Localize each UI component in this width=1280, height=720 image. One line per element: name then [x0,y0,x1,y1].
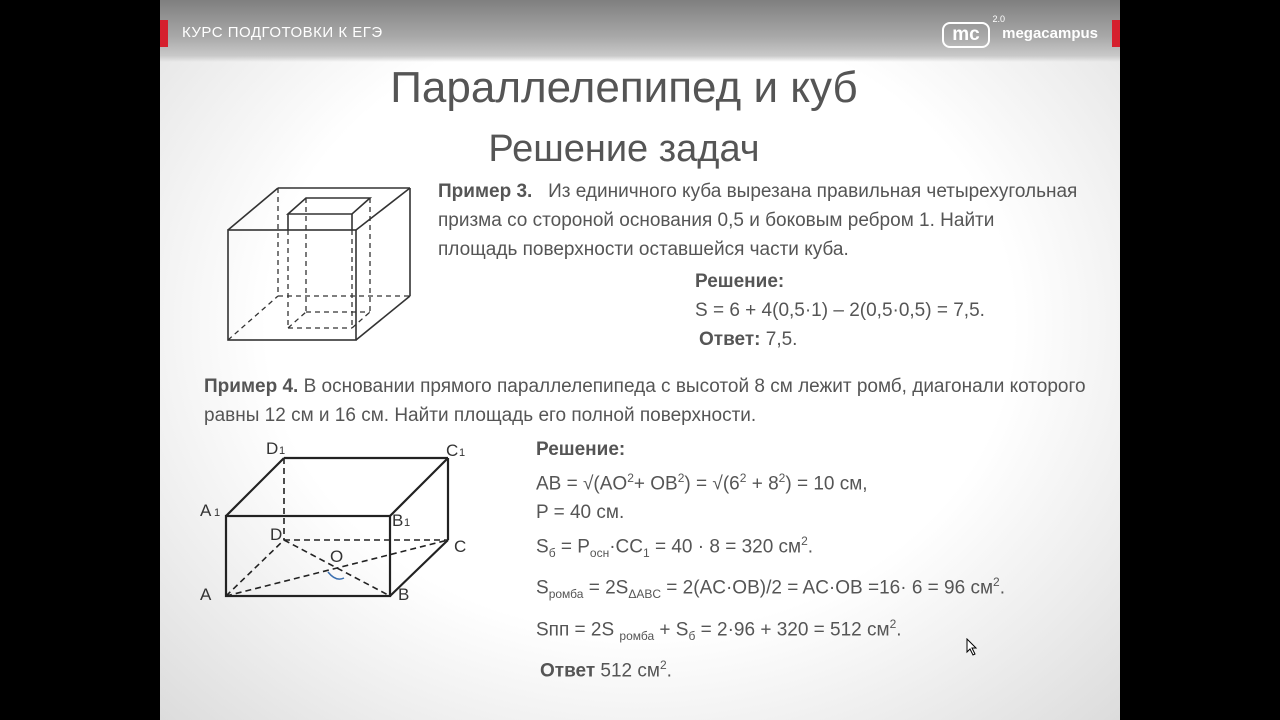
solution-4-line-4: $S_{ромба} = 2S_{\Delta ABC} = 2(AC\cdot OB)/2 = AC\cdot OB =16\cdot 6 = 96$ $см^2$. [536,575,1005,602]
megacampus-logo [908,14,1098,54]
example-4-label: Пример 4. [204,376,299,397]
logo-name: megacampus [1002,25,1098,42]
vertex-b1-index: 1 [404,517,411,529]
mouse-cursor-icon [966,638,978,656]
answer-3-value: 7,5. [765,329,798,350]
slide [160,0,1120,720]
example-3 [438,177,1078,264]
left-red-tab [160,20,168,47]
vertex-c: C [454,537,467,556]
solution-4-label: Решение: [536,439,626,460]
solution-3-formula: S = 6 + 4(0,5·1) – 2(0,5·0,5) = 7,5. [695,300,985,321]
solution-4-line-5: Sпп = 2S $_{ромба} + S_б = 2\cdot 96 + 320 = 512$ $см^2$. [536,616,902,643]
vertex-d1: D [266,439,279,458]
header-bar [160,0,1120,62]
slide-subtitle: Решение задач [488,128,760,170]
logo-mark: mc [942,22,990,48]
vertex-b1: B [392,511,404,530]
right-red-tab [1112,20,1120,47]
vertex-d: D [270,525,283,544]
answer-3-label: Ответ: [699,329,761,350]
vertex-c1-index: 1 [459,447,466,459]
vertex-a1-index: 1 [214,507,221,519]
logo-version: 2.0 [992,14,1005,24]
vertex-a1: A [200,501,212,520]
example-3-solution [695,267,985,354]
cube-figure [220,182,420,346]
vertex-b: B [398,585,410,604]
solution-4-line-3: $S_б = P_{осн}\cdot CC_1 = 40 \cdot 8 = 320$ $см^2$. [536,534,814,561]
example-4-text: В основании прямого параллелепипеда с высотой 8 см лежит ромб, диагонали которого равны 12 см и 16 см. Найти площадь его полной поверхности. [204,376,1086,426]
parallelepiped-figure [200,436,500,608]
vertex-d1-index: 1 [279,445,286,457]
vertex-a: A [200,585,212,604]
solution-3-label: Решение: [695,271,785,292]
course-title: КУРС ПОДГОТОВКИ К ЕГЭ [182,24,383,41]
slide-title: Параллелепипед и куб [390,63,858,112]
solution-4-line-1: AB = $√(AO^2+ OB^2) = √(6^2 + 8^2) = 10$ см, [536,471,868,495]
example-4 [204,372,1094,430]
solution-4-line-2: P = 40 см. [536,502,625,524]
example-3-label: Пример 3. [438,181,533,202]
example-4-solution [536,435,1005,685]
solution-4-answer: Ответ 512 $см^2$. [540,657,672,682]
vertex-c1: C [446,441,459,460]
center-o: O [330,547,344,566]
example-3-text: Из единичного куба вырезана правильная четырехугольная призма со стороной основания 0,5 и боковым ребром 1. Найти площадь поверхности оставшейся части куба. [438,181,1078,260]
